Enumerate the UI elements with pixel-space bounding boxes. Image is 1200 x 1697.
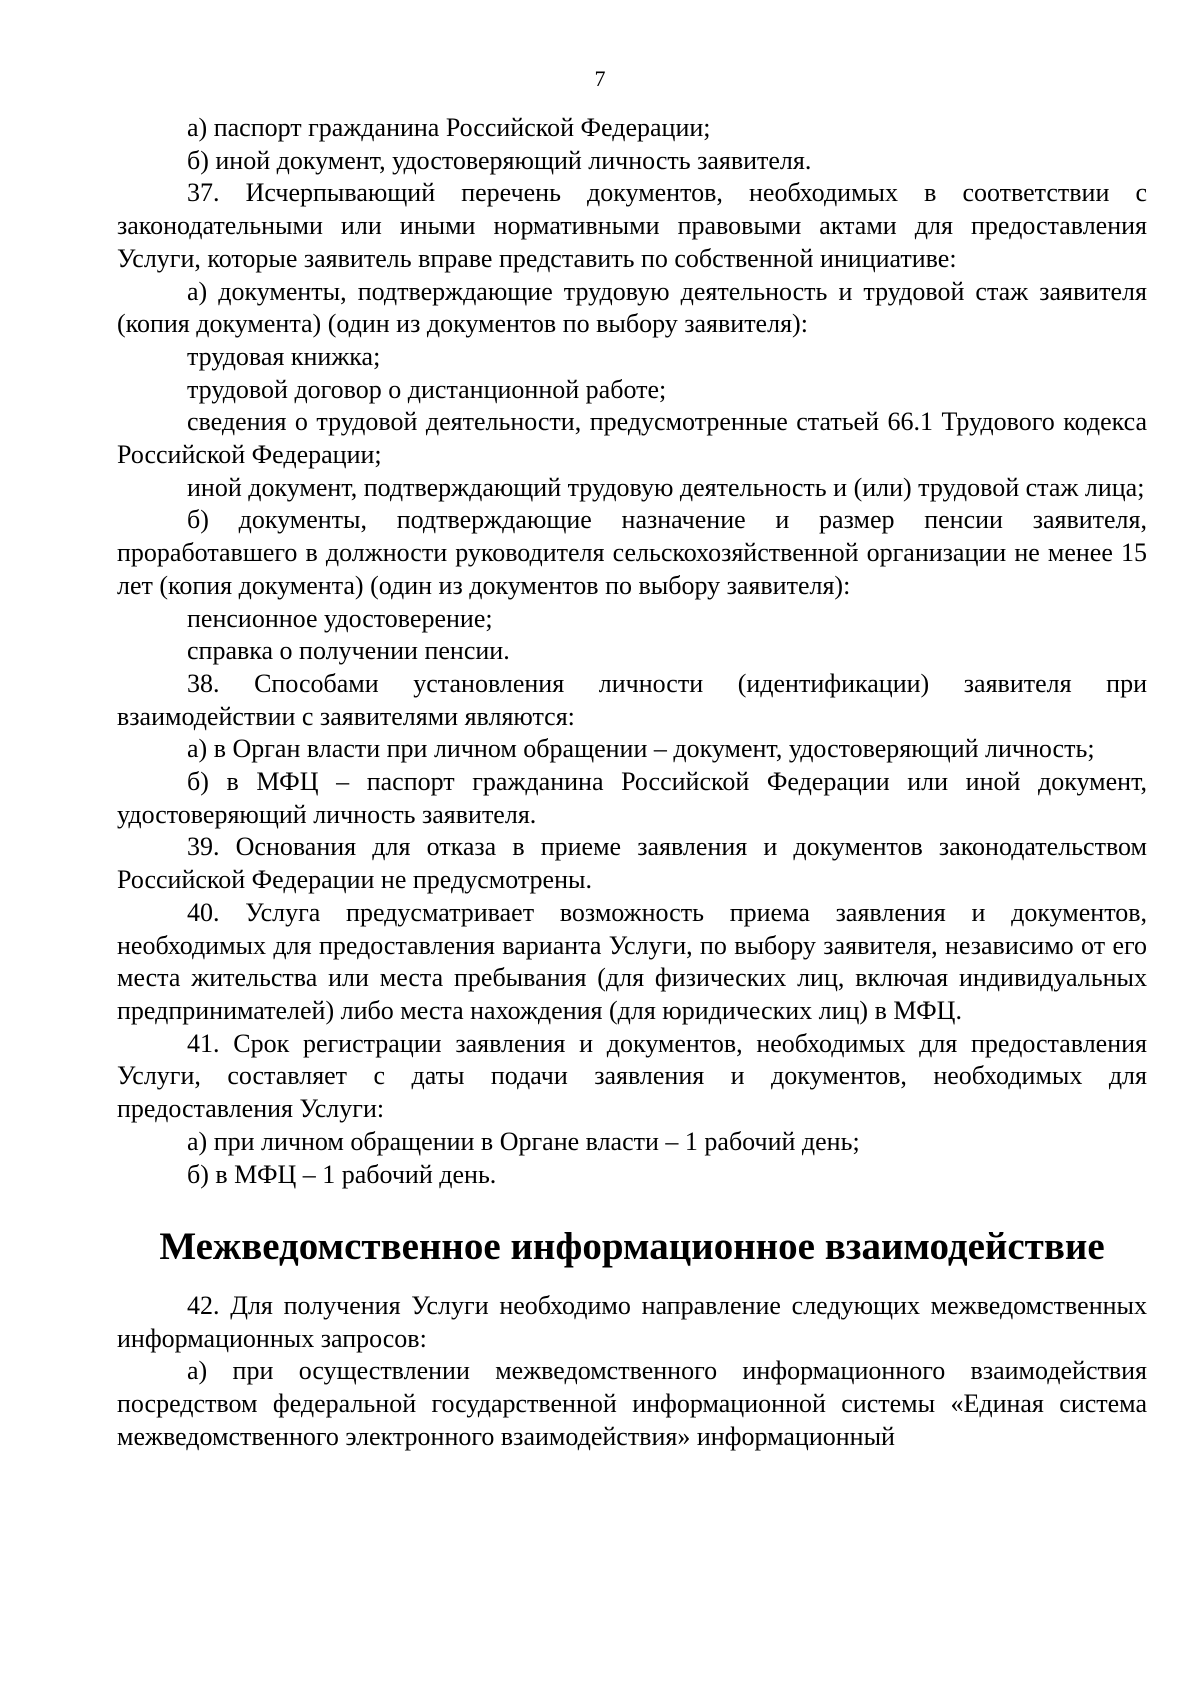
paragraph-item-37: 37. Исчерпывающий перечень документов, необходимых в соответствии с законодательными или иными нормативными правовыми актами для предоставления Услуги, которые заявитель вправе представить по собственной инициативе: bbox=[117, 178, 1147, 273]
paragraph: а) паспорт гражданина Российской Федерации; bbox=[187, 113, 711, 142]
paragraph: трудовая книжка; bbox=[187, 341, 381, 371]
document-body bbox=[117, 112, 1147, 1453]
paragraph-item-42: 42. Для получения Услуги необходимо направление следующих межведомственных информационных запросов: bbox=[117, 1290, 1147, 1353]
paragraph: б) в МФЦ – 1 рабочий день. bbox=[187, 1159, 497, 1189]
paragraph: иной документ, подтверждающий трудовую деятельность и (или) трудовой стаж лица; bbox=[187, 472, 1145, 502]
paragraph-item-39: 39. Основания для отказа в приеме заявления и документов законодательством Российской Федерации не предусмотрены. bbox=[117, 832, 1147, 895]
paragraph: сведения о трудовой деятельности, предусмотренные статьей 66.1 Трудового кодекса Российской Федерации; bbox=[117, 407, 1147, 470]
paragraph: а) документы, подтверждающие трудовую деятельность и трудовой стаж заявителя (копия документа) (один из документов по выбору заявителя): bbox=[117, 276, 1147, 339]
paragraph: а) в Орган власти при личном обращении – документ, удостоверяющий личность; bbox=[187, 734, 1095, 764]
paragraph: а) при осуществлении межведомственного информационного взаимодействия посредством федеральной государственной информационной системы «Единая система межведомственного электронного взаимодействия» информационный bbox=[117, 1356, 1147, 1451]
paragraph-item-40: 40. Услуга предусматривает возможность приема заявления и документов, необходимых для предоставления варианта Услуги, по выбору заявителя, независимо от его места жительства или места пребывания (для физических лиц, включая индивидуальных предпринимателей) либо места нахождения (для юридических лиц) в МФЦ. bbox=[117, 897, 1147, 1025]
paragraph: а) при личном обращении в Органе власти – 1 рабочий день; bbox=[187, 1126, 860, 1156]
paragraph-item-38: 38. Способами установления личности (идентификации) заявителя при взаимодействии с заявителями являются: bbox=[117, 668, 1147, 731]
paragraph: справка о получении пенсии. bbox=[187, 636, 510, 666]
paragraph: б) иной документ, удостоверяющий личность заявителя. bbox=[187, 145, 812, 175]
paragraph: трудовой договор о дистанционной работе; bbox=[187, 374, 667, 404]
paragraph: б) в МФЦ – паспорт гражданина Российской Федерации или иной документ, удостоверяющий личность заявителя. bbox=[117, 767, 1147, 829]
paragraph: б) документы, подтверждающие назначение и размер пенсии заявителя, проработавшего в должности руководителя сельскохозяйственной организации не менее 15 лет (копия документа) (один из документов по выбору заявителя): bbox=[117, 505, 1147, 600]
section-heading: Межведомственное информационное взаимодействие bbox=[159, 1225, 1105, 1269]
paragraph: пенсионное удостоверение; bbox=[187, 603, 493, 633]
paragraph-item-41: 41. Срок регистрации заявления и документов, необходимых для предоставления Услуги, составляет с даты подачи заявления и документов, необходимых для предоставления Услуги: bbox=[117, 1028, 1147, 1124]
page-number: 7 bbox=[594, 66, 606, 91]
